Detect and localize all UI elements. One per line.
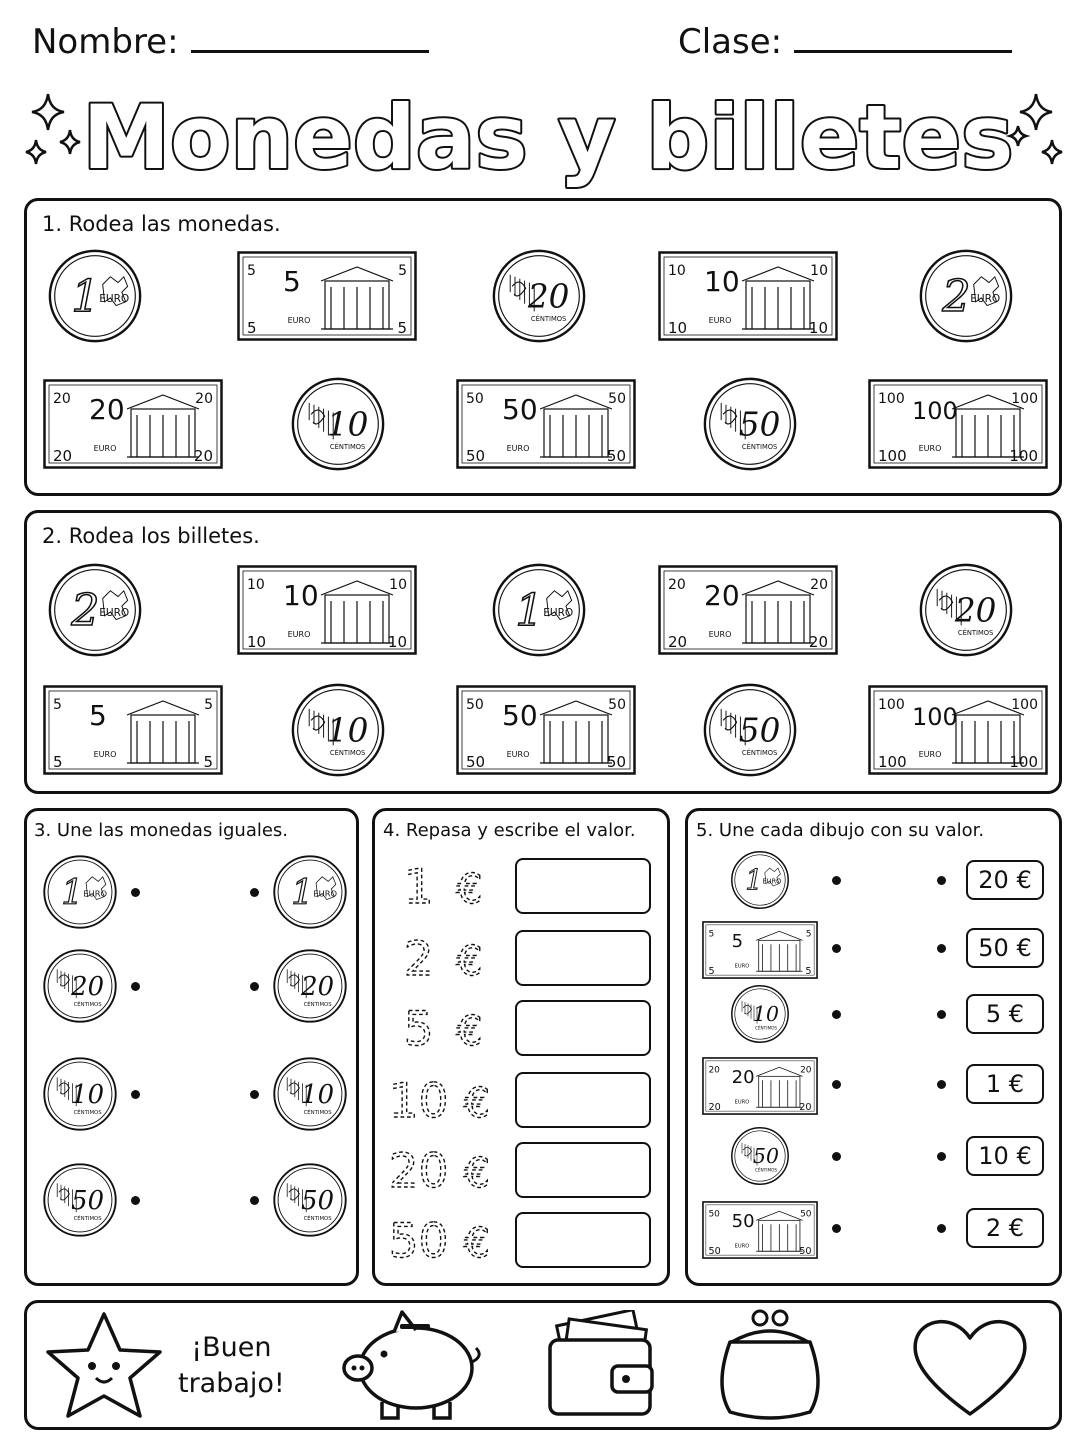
svg-text:50: 50 [502, 393, 538, 426]
picture-euro-note-5[interactable] [700, 921, 820, 979]
svg-text:5: 5 [805, 965, 812, 977]
coin-purse-icon [712, 1306, 828, 1424]
picture-euro-note-20[interactable] [700, 1057, 820, 1115]
svg-text:EURO: EURO [313, 888, 338, 899]
value-label: 20 € [966, 860, 1044, 900]
svg-text:€: € [463, 1078, 490, 1127]
svg-text:EURO: EURO [93, 444, 117, 453]
svg-text:50: 50 [799, 1245, 812, 1257]
picture-match-dot[interactable] [832, 1224, 841, 1233]
svg-text:50: 50 [301, 1186, 335, 1217]
write-value-box[interactable] [515, 1072, 651, 1128]
page-title [0, 80, 1086, 190]
value-label: 1 € [966, 1064, 1044, 1104]
picture-euro-note-50[interactable] [700, 1201, 820, 1259]
svg-text:5: 5 [398, 263, 407, 279]
svg-text:€: € [463, 1148, 490, 1197]
svg-text:EURO: EURO [287, 316, 311, 325]
trace-value-5[interactable] [385, 996, 505, 1056]
svg-text:100: 100 [878, 753, 907, 771]
svg-text:50: 50 [466, 697, 484, 713]
picture-match-dot[interactable] [832, 1152, 841, 1161]
svg-text:EURO: EURO [708, 630, 732, 639]
svg-text:50: 50 [71, 1186, 105, 1217]
svg-text:EURO: EURO [99, 292, 130, 305]
svg-text:20: 20 [668, 633, 688, 651]
write-value-box[interactable] [515, 1000, 651, 1056]
exercise-3-title: 3. Une las monedas iguales. [34, 820, 289, 841]
svg-text:20: 20 [708, 1101, 721, 1113]
svg-text:10: 10 [387, 633, 407, 651]
svg-text:EURO: EURO [918, 750, 942, 759]
svg-text:1: 1 [403, 859, 434, 914]
svg-text:50: 50 [608, 697, 626, 713]
class-label: Clase: [678, 22, 783, 62]
svg-text:EURO: EURO [93, 750, 117, 759]
euro-coin-1[interactable] [491, 562, 587, 658]
svg-text:CÉNTIMOS: CÉNTIMOS [303, 1215, 332, 1222]
svg-text:5: 5 [247, 263, 256, 279]
svg-text:50: 50 [731, 1210, 755, 1232]
svg-text:20: 20 [388, 1143, 449, 1198]
svg-text:50: 50 [606, 753, 626, 771]
picture-euro-coin-1[interactable] [730, 850, 790, 910]
right-cent-coin-50[interactable] [272, 1162, 348, 1238]
svg-text:50: 50 [753, 1144, 779, 1169]
svg-text:50: 50 [738, 711, 781, 750]
picture-match-dot[interactable] [832, 1080, 841, 1089]
svg-text:50: 50 [708, 1245, 721, 1257]
svg-text:50: 50 [388, 1213, 449, 1268]
svg-text:50: 50 [738, 405, 781, 444]
svg-text:CÉNTIMOS: CÉNTIMOS [303, 1001, 332, 1008]
good-job-line-1: ¡Buen [191, 1332, 272, 1363]
svg-text:50: 50 [608, 391, 626, 407]
svg-text:5: 5 [397, 319, 407, 337]
svg-text:CÉNTIMOS: CÉNTIMOS [73, 1001, 102, 1008]
svg-text:5: 5 [708, 965, 715, 977]
svg-text:100: 100 [1009, 753, 1038, 771]
svg-text:20: 20 [527, 277, 570, 316]
svg-text:5: 5 [283, 265, 301, 298]
left-cent-coin-50[interactable] [42, 1162, 118, 1238]
svg-text:1: 1 [61, 873, 84, 914]
cent-coin-50[interactable] [702, 682, 798, 778]
svg-text:50: 50 [606, 447, 626, 465]
good-job-text [178, 1330, 285, 1402]
cent-coin-50[interactable] [702, 376, 798, 472]
name-field[interactable] [32, 22, 429, 62]
euro-note-10[interactable] [237, 565, 417, 655]
svg-text:EURO: EURO [708, 316, 732, 325]
svg-text:10: 10 [808, 319, 828, 337]
svg-text:10: 10 [753, 1002, 779, 1027]
trace-value-20[interactable] [385, 1138, 505, 1198]
svg-text:5: 5 [53, 697, 62, 713]
trace-value-1[interactable] [385, 854, 505, 914]
picture-match-dot[interactable] [832, 944, 841, 953]
svg-text:50: 50 [708, 1209, 720, 1220]
svg-text:CÉNTIMOS: CÉNTIMOS [303, 1109, 332, 1116]
svg-text:10: 10 [247, 633, 267, 651]
trace-value-50[interactable] [385, 1208, 505, 1268]
svg-text:10: 10 [668, 263, 686, 279]
svg-text:20: 20 [193, 447, 213, 465]
svg-text:CÉNTIMOS: CÉNTIMOS [73, 1215, 102, 1222]
euro-note-20[interactable] [658, 565, 838, 655]
svg-text:50: 50 [466, 447, 486, 465]
svg-text:20: 20 [731, 1066, 755, 1088]
class-line[interactable] [794, 50, 1012, 53]
svg-text:10: 10 [301, 1080, 335, 1111]
svg-text:10: 10 [283, 579, 319, 612]
svg-text:10: 10 [704, 265, 740, 298]
right-match-dot[interactable] [250, 982, 259, 991]
svg-text:20: 20 [71, 972, 105, 1003]
svg-text:EURO: EURO [287, 630, 311, 639]
write-value-box[interactable] [515, 1212, 651, 1268]
value-match-dot[interactable] [937, 1080, 946, 1089]
right-cent-coin-10[interactable] [272, 1056, 348, 1132]
trace-value-2[interactable] [385, 926, 505, 986]
value-match-dot[interactable] [937, 876, 946, 885]
svg-text:5: 5 [203, 753, 213, 771]
svg-text:5: 5 [805, 929, 812, 940]
picture-cent-coin-50[interactable] [730, 1126, 790, 1186]
svg-text:20: 20 [799, 1101, 812, 1113]
svg-text:100: 100 [1009, 447, 1038, 465]
svg-text:100: 100 [1011, 697, 1038, 713]
cent-coin-10[interactable] [290, 376, 386, 472]
svg-text:CÉNTIMOS: CÉNTIMOS [73, 1109, 102, 1116]
svg-text:2: 2 [942, 271, 971, 323]
svg-text:2: 2 [71, 585, 100, 637]
euro-note-100[interactable] [868, 685, 1048, 775]
svg-text:EURO: EURO [99, 606, 130, 619]
svg-text:1: 1 [515, 585, 544, 637]
svg-text:CÉNTIMOS: CÉNTIMOS [957, 628, 994, 637]
svg-text:5: 5 [53, 753, 63, 771]
right-cent-coin-20[interactable] [272, 948, 348, 1024]
left-cent-coin-20[interactable] [42, 948, 118, 1024]
svg-text:5: 5 [89, 699, 107, 732]
svg-text:20: 20 [301, 972, 335, 1003]
svg-text:1: 1 [291, 873, 314, 914]
svg-text:20: 20 [808, 633, 828, 651]
svg-text:CÉNTIMOS: CÉNTIMOS [741, 442, 778, 451]
euro-note-10[interactable] [658, 251, 838, 341]
left-cent-coin-10[interactable] [42, 1056, 118, 1132]
picture-match-dot[interactable] [832, 876, 841, 885]
svg-text:100: 100 [878, 447, 907, 465]
svg-text:20: 20 [708, 1065, 720, 1076]
svg-text:20: 20 [195, 391, 213, 407]
svg-text:EURO: EURO [506, 444, 530, 453]
star-icon [40, 1306, 168, 1424]
svg-text:CÉNTIMOS: CÉNTIMOS [329, 748, 366, 757]
svg-text:10: 10 [326, 405, 369, 444]
svg-text:5: 5 [403, 1001, 434, 1056]
exercise-2-title: 2. Rodea los billetes. [42, 524, 260, 548]
cent-coin-20[interactable] [491, 248, 587, 344]
svg-text:10: 10 [247, 577, 265, 593]
class-field[interactable] [678, 22, 1012, 62]
svg-text:EURO: EURO [970, 292, 1001, 305]
svg-text:EURO: EURO [734, 1243, 750, 1250]
svg-text:CÉNTIMOS: CÉNTIMOS [530, 314, 567, 323]
svg-text:1: 1 [71, 271, 100, 323]
exercise-1-title: 1. Rodea las monedas. [42, 212, 281, 236]
svg-text:100: 100 [878, 697, 905, 713]
svg-text:5: 5 [247, 319, 257, 337]
wallet-icon [546, 1310, 656, 1420]
svg-text:10: 10 [810, 263, 828, 279]
page-title-text: Monedas y billetes [82, 86, 1014, 189]
svg-text:€: € [463, 1218, 490, 1267]
trace-value-10[interactable] [385, 1068, 505, 1128]
svg-text:EURO: EURO [506, 750, 530, 759]
value-label: 50 € [966, 928, 1044, 968]
svg-text:EURO: EURO [734, 963, 750, 970]
svg-text:100: 100 [878, 391, 905, 407]
svg-text:100: 100 [912, 397, 958, 425]
svg-text:20: 20 [53, 391, 71, 407]
svg-text:EURO: EURO [543, 606, 574, 619]
cent-coin-10[interactable] [290, 682, 386, 778]
svg-text:50: 50 [466, 753, 486, 771]
value-label: 2 € [966, 1208, 1044, 1248]
exercise-4-title: 4. Repasa y escribe el valor. [383, 820, 636, 841]
left-match-dot[interactable] [131, 1090, 140, 1099]
picture-match-dot[interactable] [832, 1010, 841, 1019]
write-value-box[interactable] [515, 1142, 651, 1198]
svg-text:10: 10 [389, 577, 407, 593]
svg-text:CÉNTIMOS: CÉNTIMOS [329, 442, 366, 451]
svg-text:€: € [456, 864, 483, 913]
svg-text:20: 20 [53, 447, 73, 465]
euro-note-5[interactable] [43, 685, 223, 775]
euro-note-50[interactable] [456, 685, 636, 775]
euro-coin-2[interactable] [918, 248, 1014, 344]
svg-text:50: 50 [502, 699, 538, 732]
svg-text:20: 20 [810, 577, 828, 593]
euro-note-5[interactable] [237, 251, 417, 341]
svg-text:1: 1 [745, 863, 763, 897]
svg-text:CÉNTIMOS: CÉNTIMOS [754, 1167, 778, 1173]
right-match-dot[interactable] [250, 1090, 259, 1099]
left-euro-coin-1[interactable] [42, 854, 118, 930]
svg-text:10: 10 [388, 1073, 449, 1128]
svg-text:CÉNTIMOS: CÉNTIMOS [754, 1025, 778, 1031]
left-match-dot[interactable] [131, 1196, 140, 1205]
value-match-dot[interactable] [937, 944, 946, 953]
heart-icon [910, 1312, 1030, 1420]
svg-text:2: 2 [403, 931, 434, 986]
value-match-dot[interactable] [937, 1152, 946, 1161]
svg-text:5: 5 [204, 697, 213, 713]
value-match-dot[interactable] [937, 1224, 946, 1233]
svg-text:EURO: EURO [762, 877, 782, 886]
svg-text:5: 5 [731, 930, 744, 952]
svg-text:20: 20 [800, 1065, 812, 1076]
svg-text:EURO: EURO [918, 444, 942, 453]
svg-text:10: 10 [71, 1080, 105, 1111]
value-label: 10 € [966, 1136, 1044, 1176]
exercise-5-title: 5. Une cada dibujo con su valor. [696, 820, 985, 841]
svg-text:EURO: EURO [83, 888, 108, 899]
left-match-dot[interactable] [131, 982, 140, 991]
svg-text:10: 10 [326, 711, 369, 750]
svg-text:EURO: EURO [734, 1099, 750, 1106]
svg-text:10: 10 [668, 319, 688, 337]
good-job-line-2: trabajo! [178, 1368, 285, 1399]
name-line[interactable] [191, 50, 429, 53]
write-value-box[interactable] [515, 930, 651, 986]
right-match-dot[interactable] [250, 888, 259, 897]
right-euro-coin-1[interactable] [272, 854, 348, 930]
svg-text:CÉNTIMOS: CÉNTIMOS [741, 748, 778, 757]
euro-note-50[interactable] [456, 379, 636, 469]
value-label: 5 € [966, 994, 1044, 1034]
svg-text:20: 20 [668, 577, 686, 593]
svg-text:€: € [456, 1006, 483, 1055]
svg-text:20: 20 [89, 393, 125, 426]
svg-text:50: 50 [466, 391, 484, 407]
left-match-dot[interactable] [131, 888, 140, 897]
svg-text:50: 50 [800, 1209, 812, 1220]
svg-text:5: 5 [708, 929, 715, 940]
write-value-box[interactable] [515, 858, 651, 914]
piggy-bank-icon [336, 1306, 486, 1424]
value-match-dot[interactable] [937, 1010, 946, 1019]
svg-text:20: 20 [704, 579, 740, 612]
euro-note-20[interactable] [43, 379, 223, 469]
svg-text:20: 20 [954, 591, 997, 630]
euro-note-100[interactable] [868, 379, 1048, 469]
name-label: Nombre: [32, 22, 179, 62]
svg-text:100: 100 [1011, 391, 1038, 407]
euro-coin-2[interactable] [47, 562, 143, 658]
picture-cent-coin-10[interactable] [730, 984, 790, 1044]
euro-coin-1[interactable] [47, 248, 143, 344]
svg-text:€: € [456, 936, 483, 985]
cent-coin-20[interactable] [918, 562, 1014, 658]
svg-text:100: 100 [912, 703, 958, 731]
right-match-dot[interactable] [250, 1196, 259, 1205]
